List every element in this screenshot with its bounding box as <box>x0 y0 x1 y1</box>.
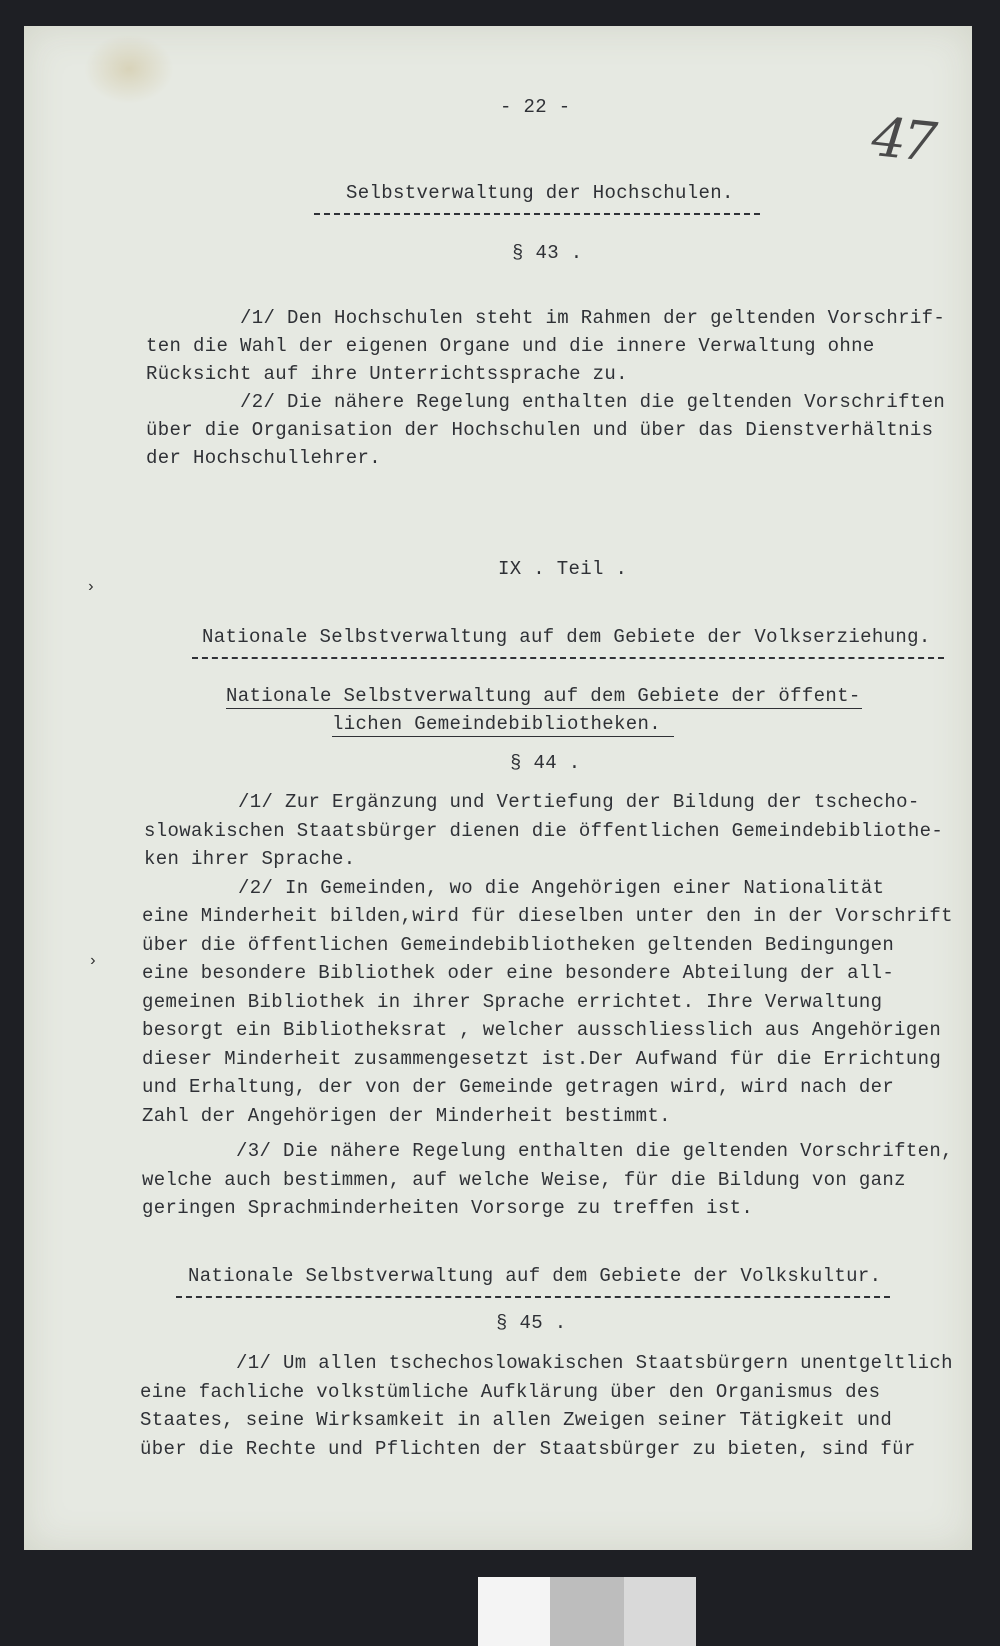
text-line: /1/ Zur Ergänzung und Vertiefung der Bildung der tschecho- <box>238 791 920 813</box>
heading-underline <box>176 1296 890 1298</box>
text-line: eine Minderheit bilden,wird für dieselben unter den in der Vorschrift <box>142 905 953 927</box>
paragraph-number: § 44 . <box>510 752 581 774</box>
handwritten-folio-number: 47 <box>868 104 936 175</box>
text-line: /2/ In Gemeinden, wo die Angehörigen einer Nationalität <box>238 877 885 899</box>
subheading: lichen Gemeindebibliotheken. <box>332 713 662 735</box>
paragraph-number: § 43 . <box>512 242 583 264</box>
heading-underline <box>314 213 760 215</box>
text-line: besorgt ein Bibliotheksrat , welcher ausschliesslich aus Angehörigen <box>142 1019 942 1041</box>
subheading-underline <box>226 708 862 709</box>
margin-mark: › <box>86 578 96 596</box>
subheading-underline <box>332 736 674 737</box>
text-line: eine besondere Bibliothek oder eine besondere Abteilung der all- <box>142 962 895 984</box>
text-line: ken ihrer Sprache. <box>144 848 356 870</box>
text-line: der Hochschullehrer. <box>146 447 382 469</box>
margin-mark: › <box>88 952 98 970</box>
part-heading: IX . Teil . <box>498 558 628 580</box>
text-line: /1/ Um allen tschechoslowakischen Staatsbürgern unentgeltlich <box>236 1352 953 1374</box>
section-heading: Nationale Selbstverwaltung auf dem Gebiete der Volkskultur. <box>188 1265 882 1287</box>
text-line: Rücksicht auf ihre Unterrichtssprache zu. <box>146 363 628 385</box>
text-line: slowakischen Staatsbürger dienen die öffentlichen Gemeindebibliothe- <box>144 820 944 842</box>
text-line: gemeinen Bibliothek in ihrer Sprache errichtet. Ihre Verwaltung <box>142 991 883 1013</box>
text-line: dieser Minderheit zusammengesetzt ist.Der Aufwand für die Errichtung <box>142 1048 942 1070</box>
part-title: Nationale Selbstverwaltung auf dem Gebiete der Volkserziehung. <box>202 626 931 648</box>
text-line: über die Organisation der Hochschulen und über das Dienstverhältnis <box>146 419 934 441</box>
page-number: - 22 - <box>500 96 571 118</box>
heading-underline <box>192 657 944 659</box>
text-line: und Erhaltung, der von der Gemeinde getragen wird, wird nach der <box>142 1076 895 1098</box>
text-line: Staates, seine Wirksamkeit in allen Zweigen seiner Tätigkeit und <box>140 1409 893 1431</box>
text-line: geringen Sprachminderheiten Vorsorge zu treffen ist. <box>142 1197 754 1219</box>
subheading: Nationale Selbstverwaltung auf dem Gebiete der öffent- <box>226 685 861 707</box>
text-line: /2/ Die nähere Regelung enthalten die geltenden Vorschriften <box>240 391 946 413</box>
calibration-gray-patch <box>550 1577 624 1646</box>
text-line: /1/ Den Hochschulen steht im Rahmen der geltenden Vorschrif- <box>240 307 946 329</box>
paragraph-number: § 45 . <box>496 1312 567 1334</box>
text-line: eine fachliche volkstümliche Aufklärung über den Organismus des <box>140 1381 881 1403</box>
calibration-white-patch <box>478 1577 550 1646</box>
text-line: über die öffentlichen Gemeindebibliotheken geltenden Bedingungen <box>142 934 895 956</box>
text-line: welche auch bestimmen, auf welche Weise, für die Bildung von ganz <box>142 1169 906 1191</box>
text-line: über die Rechte und Pflichten der Staatsbürger zu bieten, sind für <box>140 1438 916 1460</box>
section-heading: Selbstverwaltung der Hochschulen. <box>346 182 734 204</box>
paper-stain <box>84 34 174 104</box>
text-line: ten die Wahl der eigenen Organe und die innere Verwaltung ohne <box>146 335 875 357</box>
text-line: Zahl der Angehörigen der Minderheit bestimmt. <box>142 1105 671 1127</box>
color-calibration-strip <box>478 1577 696 1646</box>
text-line: /3/ Die nähere Regelung enthalten die geltenden Vorschriften, <box>236 1140 953 1162</box>
